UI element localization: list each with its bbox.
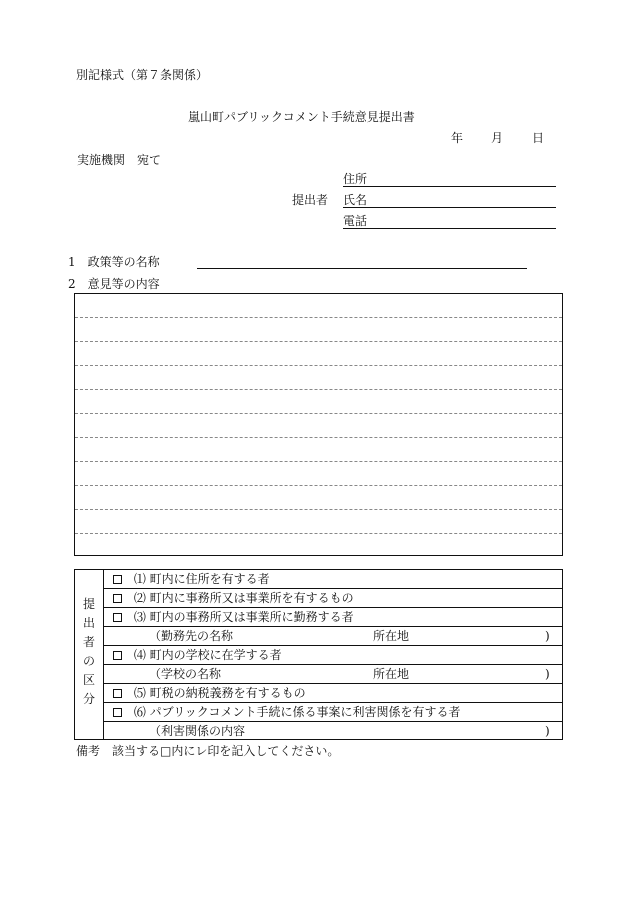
checkbox-4[interactable] xyxy=(113,651,122,660)
writing-line xyxy=(75,485,562,486)
date-day-label: 日 xyxy=(532,131,545,145)
form-reference: 別記様式（第７条関係） xyxy=(76,68,209,82)
workplace-name-label: （勤務先の名称 xyxy=(149,629,234,643)
writing-line xyxy=(75,509,562,510)
checkbox-6[interactable] xyxy=(113,708,122,717)
row-text: 町税の納税義務を有するもの xyxy=(149,686,306,700)
writing-line xyxy=(75,389,562,390)
row-number: ⑶ xyxy=(133,610,146,624)
school-location-label: 所在地 xyxy=(373,667,410,681)
checkbox-1[interactable] xyxy=(113,575,122,584)
category-row-3 xyxy=(113,610,354,624)
row-text: パブリックコメント手続に係る事案に利害関係を有する者 xyxy=(149,705,461,719)
submitter-category-table xyxy=(74,569,563,740)
name-field[interactable] xyxy=(343,207,556,208)
date-year-label: 年 xyxy=(451,131,464,145)
address-field[interactable] xyxy=(343,186,556,187)
writing-line xyxy=(75,533,562,534)
row-number: ⑵ xyxy=(133,591,146,605)
policy-name-field[interactable] xyxy=(197,268,527,269)
checkbox-5[interactable] xyxy=(113,689,122,698)
writing-line xyxy=(75,461,562,462)
row-text: 町内に事務所又は事業所を有するもの xyxy=(149,591,354,605)
workplace-location-label: 所在地 xyxy=(373,629,410,643)
date-month-label: 月 xyxy=(491,131,504,145)
checkbox-2[interactable] xyxy=(113,594,122,603)
name-label: 氏名 xyxy=(343,193,368,207)
category-side-char: 分 xyxy=(82,692,95,706)
writing-line xyxy=(75,437,562,438)
writing-line xyxy=(75,365,562,366)
form-title: 嵐山町パブリックコメント手続意見提出書 xyxy=(188,110,415,124)
category-row-5 xyxy=(113,686,306,700)
category-row-2 xyxy=(113,591,354,605)
row-text: 町内の学校に在学する者 xyxy=(149,648,282,662)
row-number: ⑷ xyxy=(133,648,146,662)
checkbox-3[interactable] xyxy=(113,613,122,622)
category-rows xyxy=(103,570,562,739)
row-text: 町内の事務所又は事業所に勤務する者 xyxy=(149,610,354,624)
row-number: ⑹ xyxy=(133,705,146,719)
phone-label: 電話 xyxy=(343,214,368,228)
category-side-char: の xyxy=(82,654,95,668)
category-side-char: 者 xyxy=(82,635,95,649)
category-row-4 xyxy=(113,648,282,662)
school-name-label: （学校の名称 xyxy=(149,667,222,681)
category-side-char: 提 xyxy=(82,597,95,611)
opinion-content-box[interactable] xyxy=(74,293,563,556)
category-row-1 xyxy=(113,572,270,586)
close-paren: ) xyxy=(545,629,550,643)
submitter-label: 提出者 xyxy=(292,193,329,207)
row-number: ⑸ xyxy=(133,686,146,700)
phone-field[interactable] xyxy=(343,228,556,229)
writing-line xyxy=(75,317,562,318)
close-paren: ) xyxy=(545,667,550,681)
row-text: 町内に住所を有する者 xyxy=(149,572,270,586)
interest-content-label: （利害関係の内容 xyxy=(149,724,246,738)
category-side-char: 区 xyxy=(82,673,95,687)
writing-line xyxy=(75,413,562,414)
opinion-content-label: 2 意見等の内容 xyxy=(68,277,160,291)
row-number: ⑴ xyxy=(133,572,146,586)
remarks-note: 備考 該当する□内にレ印を記入してください。 xyxy=(76,744,340,758)
close-paren: ) xyxy=(545,724,550,738)
addressee: 実施機関 宛て xyxy=(77,153,162,167)
policy-name-label: 1 政策等の名称 xyxy=(68,255,160,269)
category-row-6 xyxy=(113,705,460,719)
writing-line xyxy=(75,341,562,342)
category-side-char: 出 xyxy=(82,616,95,630)
address-label: 住所 xyxy=(343,172,368,186)
